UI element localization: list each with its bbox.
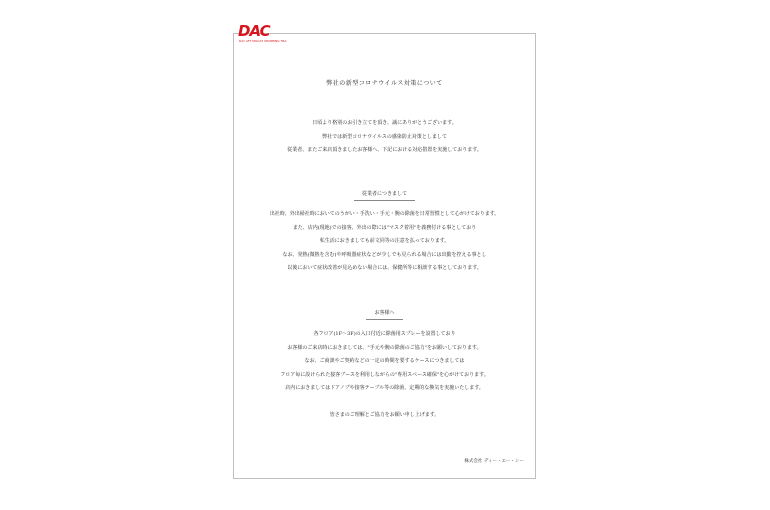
customer-line: お客様のご来店時におきましては、"手元や腕の除菌のご協力"をお願いしております。 (287, 344, 482, 351)
company-name: 株式会社 ディー・エー・シー (464, 459, 524, 464)
dac-logo (238, 22, 287, 46)
customer-section (233, 328, 536, 396)
staff-line: 以後において症状改善が見込めない場合には、保健所等に相談する事としております。 (287, 265, 482, 271)
intro-paragraph (233, 117, 536, 158)
staff-section-heading: 従業者につきまして (233, 190, 536, 201)
staff-line: 私生活におきましても前文同等の注意を払っております。 (319, 238, 450, 244)
staff-line: なお、発熱(微熱を含む)や呼吸器症状などが少しでも見られる場合には出勤を控える事とし (282, 251, 487, 258)
logo-text: DAC (238, 22, 270, 40)
customer-line: 各フロア(1F〜3F)の入口付近に除菌用スプレーを設置しており (313, 331, 456, 337)
staff-line: また、店内(現地)での接客、外出の際には"マスク着用"を義務付ける事としており (292, 224, 477, 231)
staff-section (233, 208, 536, 276)
intro-line: 従業者、またご来店頂きましたお客様へ、下記における対応措置を実施しております。 (287, 147, 482, 153)
intro-line: 日頃より格別のお引き立てを頂き、誠にありがとうございます。 (312, 120, 457, 126)
document-title: 弊社の新型コロナウイルス対策について (326, 80, 443, 87)
customer-line: フロア毎に設けられた接客ブースを利用しながらの"専用スペース確保"を心がけております。 (280, 371, 489, 378)
logo-subtitle: DAY AFT MOCAT SHOPPING TRA (239, 39, 287, 43)
customer-line: 店内におきましてはドアノブや接客テーブル等の除菌、定期的な換気を実施いたします。 (285, 385, 484, 391)
customer-section-heading: お客様へ (233, 309, 536, 320)
customer-line: なお、ご商談やご契約などの一定の時間を要するケースにつきましては (304, 358, 465, 364)
intro-line: 弊社では新型コロナウイルスの感染防止対策としまして (322, 133, 447, 140)
closing-line: 皆さまのご理解とご協力をお願い申し上げます。 (329, 412, 440, 418)
staff-line: 出社時、外出帰社時においてのうがい・手洗い・手元・腕の除菌を日常習慣として心がけております。 (269, 211, 500, 217)
